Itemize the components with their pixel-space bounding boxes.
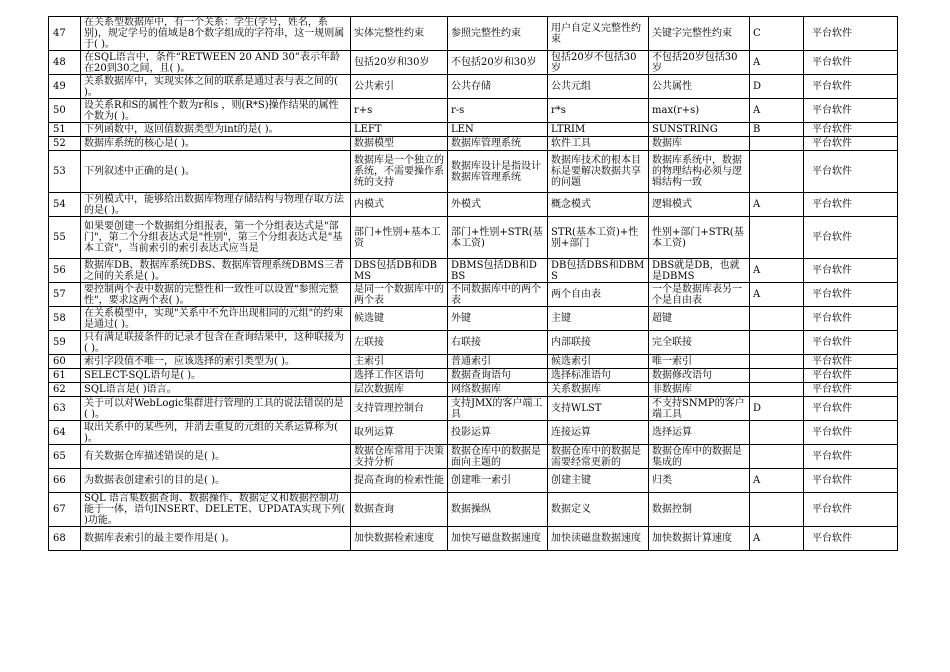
answer-cell <box>750 355 804 369</box>
answer-cell: B <box>750 123 804 137</box>
question-number: 53 <box>49 151 81 193</box>
answer-cell <box>750 137 804 151</box>
question-text: 下列叙述中正确的是( )。 <box>81 151 351 193</box>
category-cell: 平台软件 <box>804 383 898 397</box>
table-row <box>49 493 898 527</box>
option-b: 数据库管理系统 <box>448 137 548 151</box>
option-b: LEN <box>448 123 548 137</box>
option-b: 右联接 <box>448 331 548 355</box>
table-row <box>49 383 898 397</box>
table-row <box>49 217 898 259</box>
option-d: 数据仓库中的数据是集成的 <box>649 445 750 469</box>
option-a: 部门+性别+基本工资 <box>351 217 448 259</box>
category-cell: 平台软件 <box>804 445 898 469</box>
option-d: max(r+s) <box>649 99 750 123</box>
table-row <box>49 527 898 551</box>
answer-cell <box>750 307 804 331</box>
question-number: 49 <box>49 75 81 99</box>
question-text: 数据库DB、数据库系统DBS、数据库管理系统DBMS三者之间的关系是( )。 <box>81 259 351 283</box>
question-number: 62 <box>49 383 81 397</box>
option-a: 数据仓库常用于决策支持分析 <box>351 445 448 469</box>
question-number: 66 <box>49 469 81 493</box>
option-d: 非数据库 <box>649 383 750 397</box>
option-a: 是同一个数据库中的两个表 <box>351 283 448 307</box>
answer-cell: A <box>750 51 804 75</box>
option-b: 投影运算 <box>448 421 548 445</box>
option-d: 逻辑模式 <box>649 193 750 217</box>
question-number: 59 <box>49 331 81 355</box>
question-text: 下列函数中，返回值数据类型为int的是( )。 <box>81 123 351 137</box>
category-cell: 平台软件 <box>804 355 898 369</box>
question-number: 68 <box>49 527 81 551</box>
option-a: 数据库是一个独立的系统，不需要操作系统的支持 <box>351 151 448 193</box>
answer-cell <box>750 383 804 397</box>
category-cell: 平台软件 <box>804 527 898 551</box>
category-cell: 平台软件 <box>804 137 898 151</box>
table-row <box>49 193 898 217</box>
question-text: 有关数据仓库描述错误的是( )。 <box>81 445 351 469</box>
option-a: DBS包括DB和DBMS <box>351 259 448 283</box>
option-d: 唯一索引 <box>649 355 750 369</box>
option-d: 完全联接 <box>649 331 750 355</box>
question-number: 47 <box>49 17 81 51</box>
table-row <box>49 75 898 99</box>
category-cell: 平台软件 <box>804 259 898 283</box>
category-cell: 平台软件 <box>804 151 898 193</box>
option-d: 加快数据计算速度 <box>649 527 750 551</box>
option-b: 数据查询语句 <box>448 369 548 383</box>
table-row <box>49 397 898 421</box>
option-d: 不支持SNMP的客户端工具 <box>649 397 750 421</box>
option-b: 创建唯一索引 <box>448 469 548 493</box>
option-c: 软件工具 <box>548 137 649 151</box>
option-b: 数据库设计是指设计数据库管理系统 <box>448 151 548 193</box>
category-cell: 平台软件 <box>804 99 898 123</box>
option-d: 一个是数据库表另一个是自由表 <box>649 283 750 307</box>
option-c: LTRIM <box>548 123 649 137</box>
answer-cell: A <box>750 527 804 551</box>
table-row <box>49 123 898 137</box>
option-b: 支持JMX的客户端工具 <box>448 397 548 421</box>
option-a: 提高查询的检索性能 <box>351 469 448 493</box>
option-b: 网络数据库 <box>448 383 548 397</box>
answer-cell <box>750 369 804 383</box>
option-c: 创建主键 <box>548 469 649 493</box>
option-d: 数据修改语句 <box>649 369 750 383</box>
category-cell: 平台软件 <box>804 493 898 527</box>
option-a: 选择工作区语句 <box>351 369 448 383</box>
question-text: 数据库系统的核心是( )。 <box>81 137 351 151</box>
question-text: 在关系型数据库中，有一个关系：学生(学号，姓名，系别)，规定学号的值域是8个数字组成的字符串，这一规则属于( )。 <box>81 17 351 51</box>
category-cell: 平台软件 <box>804 331 898 355</box>
option-d: 性别+部门+STR(基本工资) <box>649 217 750 259</box>
option-c: 数据定义 <box>548 493 649 527</box>
question-text: SQL语言是( )语言。 <box>81 383 351 397</box>
option-a: r+s <box>351 99 448 123</box>
option-c: 选择标准语句 <box>548 369 649 383</box>
answer-cell: D <box>750 397 804 421</box>
question-number: 58 <box>49 307 81 331</box>
question-number: 64 <box>49 421 81 445</box>
option-b: 部门+性别+STR(基本工资) <box>448 217 548 259</box>
option-c: 内部联接 <box>548 331 649 355</box>
table-row <box>49 445 898 469</box>
option-d: 公共属性 <box>649 75 750 99</box>
table-row <box>49 137 898 151</box>
answer-cell <box>750 217 804 259</box>
option-c: 候选索引 <box>548 355 649 369</box>
option-b: DBMS包括DB和DBS <box>448 259 548 283</box>
option-b: 普通索引 <box>448 355 548 369</box>
category-cell: 平台软件 <box>804 307 898 331</box>
option-a: 主索引 <box>351 355 448 369</box>
option-c: 两个自由表 <box>548 283 649 307</box>
question-number: 51 <box>49 123 81 137</box>
table-row <box>49 469 898 493</box>
question-text: 取出关系中的某些列，并消去重复的元组的关系运算称为( )。 <box>81 421 351 445</box>
table-row <box>49 17 898 51</box>
question-text: 为数据表创建索引的目的是( )。 <box>81 469 351 493</box>
option-a: 数据查询 <box>351 493 448 527</box>
question-text: SQL 语言集数据查询、数据操作、数据定义和数据控制功能于一体，语句INSERT、DELETE、UPDATA实现下列( )功能。 <box>81 493 351 527</box>
option-b: r-s <box>448 99 548 123</box>
table-row <box>49 283 898 307</box>
answer-cell <box>750 331 804 355</box>
answer-cell: A <box>750 283 804 307</box>
option-b: 公共存储 <box>448 75 548 99</box>
answer-cell: A <box>750 469 804 493</box>
option-d: 超键 <box>649 307 750 331</box>
question-text: 关于可以对WebLogic集群进行管理的工具的说法错误的是( )。 <box>81 397 351 421</box>
question-number: 55 <box>49 217 81 259</box>
question-number: 67 <box>49 493 81 527</box>
table-row <box>49 99 898 123</box>
question-text: 要控制两个表中数据的完整性和一致性可以设置"参照完整性"，要求这两个表( )。 <box>81 283 351 307</box>
option-b: 不同数据库中的两个表 <box>448 283 548 307</box>
option-c: r*s <box>548 99 649 123</box>
option-a: LEFT <box>351 123 448 137</box>
table-row <box>49 421 898 445</box>
category-cell: 平台软件 <box>804 283 898 307</box>
question-table <box>48 16 898 551</box>
option-c: 加快读磁盘数据速度 <box>548 527 649 551</box>
option-b: 不包括20岁和30岁 <box>448 51 548 75</box>
question-text: SELECT-SQL语句是( )。 <box>81 369 351 383</box>
table-row <box>49 51 898 75</box>
category-cell: 平台软件 <box>804 469 898 493</box>
table-row <box>49 259 898 283</box>
option-c: 关系数据库 <box>548 383 649 397</box>
answer-cell: A <box>750 193 804 217</box>
answer-cell <box>750 421 804 445</box>
question-text: 只有满足联接条件的记录才包含在查询结果中，这种联接为( )。 <box>81 331 351 355</box>
question-text: 数据库表索引的最主要作用是( )。 <box>81 527 351 551</box>
option-a: 支持管理控制台 <box>351 397 448 421</box>
question-text: 关系数据库中，实现实体之间的联系是通过表与表之间的( )。 <box>81 75 351 99</box>
option-d: DBS就是DB，也就是DBMS <box>649 259 750 283</box>
option-d: SUNSTRING <box>649 123 750 137</box>
option-a: 层次数据库 <box>351 383 448 397</box>
option-b: 加快写磁盘数据速度 <box>448 527 548 551</box>
question-number: 56 <box>49 259 81 283</box>
category-cell: 平台软件 <box>804 217 898 259</box>
question-number: 65 <box>49 445 81 469</box>
answer-cell <box>750 445 804 469</box>
option-a: 左联接 <box>351 331 448 355</box>
category-cell: 平台软件 <box>804 421 898 445</box>
option-d: 数据控制 <box>649 493 750 527</box>
question-number: 57 <box>49 283 81 307</box>
category-cell: 平台软件 <box>804 51 898 75</box>
option-d: 归类 <box>649 469 750 493</box>
option-a: 候选键 <box>351 307 448 331</box>
option-c: 包括20岁不包括30岁 <box>548 51 649 75</box>
option-b: 外键 <box>448 307 548 331</box>
table-row <box>49 331 898 355</box>
option-a: 取列运算 <box>351 421 448 445</box>
option-c: 数据仓库中的数据是需要经常更新的 <box>548 445 649 469</box>
question-text: 如果要创建一个数据组分组报表，第一个分组表达式是"部门"，第二个分组表达式是"性别"，第三个分组表达式是"基本工资"，当前索引的索引表达式应当是 <box>81 217 351 259</box>
option-a: 内模式 <box>351 193 448 217</box>
question-number: 63 <box>49 397 81 421</box>
option-a: 包括20岁和30岁 <box>351 51 448 75</box>
category-cell: 平台软件 <box>804 123 898 137</box>
option-d: 数据库 <box>649 137 750 151</box>
category-cell: 平台软件 <box>804 397 898 421</box>
option-c: 用户自定义完整性约束 <box>548 17 649 51</box>
option-c: 连接运算 <box>548 421 649 445</box>
answer-cell <box>750 151 804 193</box>
option-d: 不包括20岁包括30岁 <box>649 51 750 75</box>
answer-cell <box>750 493 804 527</box>
option-b: 外模式 <box>448 193 548 217</box>
option-c: 支持WLST <box>548 397 649 421</box>
option-d: 关键字完整性约束 <box>649 17 750 51</box>
answer-cell: A <box>750 99 804 123</box>
option-c: 数据库技术的根本目标是要解决数据共享的问题 <box>548 151 649 193</box>
question-number: 52 <box>49 137 81 151</box>
option-c: STR(基本工资)+性别+部门 <box>548 217 649 259</box>
option-a: 数据模型 <box>351 137 448 151</box>
option-c: 主键 <box>548 307 649 331</box>
table-row <box>49 355 898 369</box>
option-a: 公共索引 <box>351 75 448 99</box>
question-text: 索引字段值不唯一，应该选择的索引类型为( )。 <box>81 355 351 369</box>
answer-cell: A <box>750 259 804 283</box>
category-cell: 平台软件 <box>804 193 898 217</box>
question-number: 60 <box>49 355 81 369</box>
option-d: 选择运算 <box>649 421 750 445</box>
question-number: 54 <box>49 193 81 217</box>
table-row <box>49 307 898 331</box>
table-row <box>49 151 898 193</box>
answer-cell: D <box>750 75 804 99</box>
question-number: 50 <box>49 99 81 123</box>
question-text: 在SQL语言中，条件“RETWEEN 20 AND 30”表示年龄在20到30之间，且( )。 <box>81 51 351 75</box>
question-text: 设关系R和S的属性个数为r和s ，则(R*S)操作结果的属性个数为( )。 <box>81 99 351 123</box>
option-c: 概念模式 <box>548 193 649 217</box>
category-cell: 平台软件 <box>804 75 898 99</box>
option-c: DB包括DBS和DBMS <box>548 259 649 283</box>
option-a: 加快数据检索速度 <box>351 527 448 551</box>
option-b: 数据操纵 <box>448 493 548 527</box>
option-a: 实体完整性约束 <box>351 17 448 51</box>
question-number: 61 <box>49 369 81 383</box>
option-c: 公共元组 <box>548 75 649 99</box>
answer-cell: C <box>750 17 804 51</box>
option-b: 数据仓库中的数据是面向主题的 <box>448 445 548 469</box>
option-d: 数据库系统中，数据的物理结构必须与逻辑结构一致 <box>649 151 750 193</box>
option-b: 参照完整性约束 <box>448 17 548 51</box>
category-cell: 平台软件 <box>804 17 898 51</box>
question-number: 48 <box>49 51 81 75</box>
question-text: 下列模式中，能够给出数据库物理存储结构与物理存取方法的是( )。 <box>81 193 351 217</box>
question-text: 在关系模型中，实现"关系中不允许出现相同的元组"的约束是通过( )。 <box>81 307 351 331</box>
category-cell: 平台软件 <box>804 369 898 383</box>
table-row <box>49 369 898 383</box>
